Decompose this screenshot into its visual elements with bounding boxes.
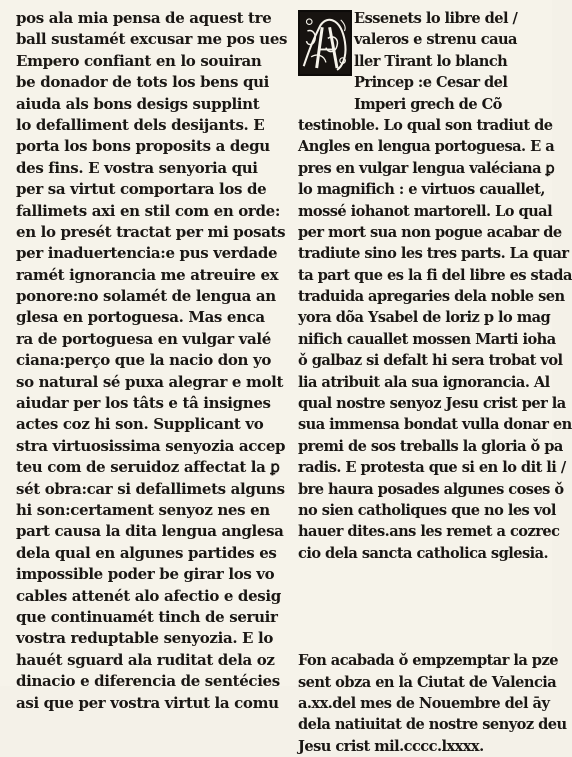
text-line: glesa en portoguesa. Mas enca xyxy=(16,308,265,327)
text-line: pos ala mia pensa de aquest tre xyxy=(16,9,272,27)
text-line: per inaduertencia:e pus verdade xyxy=(16,244,278,263)
text-line: traduida apregaries dela noble sen xyxy=(298,288,565,306)
text-line: be donador de tots los bens qui xyxy=(16,73,269,92)
decorated-initial-icon xyxy=(300,12,350,74)
text-line: aiuda als bons desigs supplint xyxy=(16,94,260,113)
text-line: ciana:perço que la nacio don yo xyxy=(16,351,271,370)
text-line: per mort sua non pogue acabar de xyxy=(298,223,562,241)
text-line: cio dela sancta catholica sglesia. xyxy=(298,544,549,562)
text-line: que continuamét tinch de seruir xyxy=(16,607,278,626)
explicit-block xyxy=(298,8,572,564)
text-line: cables attenét alo afectio e desig xyxy=(16,586,281,605)
text-line: sét obra:car si defallimets alguns xyxy=(16,479,285,498)
text-line: Fon acabada ǒ empzemptar la pze xyxy=(298,652,558,670)
text-line: en lo presét tractat per mi posats xyxy=(16,222,286,241)
text-line: dela natiuitat de nostre senyoz deu xyxy=(298,716,567,734)
text-line: impossible poder be girar los vo xyxy=(16,565,275,584)
text-line: per sa virtut comportara los de xyxy=(16,180,267,199)
text-line: so natural sé puxa alegrar e molt xyxy=(16,372,284,391)
text-line: ramét ignorancia me atreuire ex xyxy=(16,265,279,284)
text-line: ta part que es la fi del libre es stada xyxy=(298,266,572,284)
text-line: actes coz hi son. Supplicant vo xyxy=(16,415,264,434)
text-line: hauer dites.ans les remet a cozrec xyxy=(298,523,560,541)
text-line: qual nostre senyoz Jesu crist per la xyxy=(298,395,566,413)
text-line: radis. E protesta que si en lo dit li / xyxy=(298,459,566,477)
text-line: lo defalliment dels desijants. E xyxy=(16,115,265,134)
text-line: asi que per vostra virtut la comu xyxy=(16,693,279,712)
text-line: yora dõa Ysabel de loriz p lo mag xyxy=(298,309,551,327)
text-line: des fins. E vostra senyoria qui xyxy=(16,158,258,177)
text-line: a.xx.del mes de Nouembre del āy xyxy=(298,694,550,712)
text-line: nifich cauallet mossen Marti ioha xyxy=(298,330,556,348)
text-line: teu com de seruidoz affectat la ꝑ xyxy=(16,458,280,477)
text-line: Angles en lengua portoguesa. E a xyxy=(298,138,555,156)
text-line: sua immensa bondat vulla donar en xyxy=(298,416,572,434)
text-line: dela qual en algunes partides es xyxy=(16,543,277,562)
text-line: lia atribuit ala sua ignorancia. Al xyxy=(298,373,550,391)
text-line: stra virtuosissima senyozia accep xyxy=(16,436,286,455)
text-line: dinacio e diferencia de sentécies xyxy=(16,672,280,691)
text-line: ponore:no solamét de lengua an xyxy=(16,287,276,306)
text-line: hauét sguard ala ruditat dela oz xyxy=(16,650,275,669)
column-spacer xyxy=(298,564,543,650)
text-line: bre haura posades algunes coses ǒ xyxy=(298,480,564,498)
text-line: vostra reduptable senyozia. E lo xyxy=(16,629,274,648)
text-line: ball sustamét excusar me pos ues xyxy=(16,30,288,49)
text-line: fallimets axi en stil com en orde: xyxy=(16,201,281,220)
text-line: part causa la dita lengua anglesa xyxy=(16,522,284,541)
right-text-column xyxy=(298,8,572,757)
text-line: Jesu crist mil.cccc.lxxxx. xyxy=(298,737,484,755)
text-line: Imperi grech de Cõ xyxy=(354,95,502,113)
decorated-initial-a xyxy=(298,10,352,76)
text-line: sent obza en la Ciutat de Valencia xyxy=(298,673,557,691)
text-line: ra de portoguesa en vulgar valé xyxy=(16,329,271,348)
text-line: mossé iohanot martorell. Lo qual xyxy=(298,202,553,220)
text-line: valeros e strenu caua xyxy=(354,31,517,49)
text-line: porta los bons proposits a degu xyxy=(16,137,270,156)
text-line: pres en vulgar lengua valéciana ꝑ xyxy=(298,159,555,177)
text-line: Princep :e Cesar del xyxy=(354,74,508,92)
text-line: ller Tirant lo blanch xyxy=(354,52,508,70)
text-line: Empero confiant en lo souiran xyxy=(16,51,262,70)
left-text-column xyxy=(16,8,288,714)
text-line: tradiute sino les tres parts. La quar xyxy=(298,245,569,263)
text-line: premi de sos treballs la gloria ǒ pa xyxy=(298,437,563,455)
text-line: hi son:certament senyoz nes en xyxy=(16,500,270,519)
text-line: no sien catholiques que no les vol xyxy=(298,501,556,519)
text-line: ǒ galbaz si defalt hi sera trobat vol xyxy=(298,352,563,370)
text-line: testinoble. Lo qual son tradiut de xyxy=(298,116,553,134)
colophon-block xyxy=(298,650,567,757)
text-line: Essenets lo libre del / xyxy=(354,10,518,27)
text-line: aiudar per los tâts e tâ insignes xyxy=(16,394,271,413)
text-line: lo magnifich : e virtuos cauallet, xyxy=(298,181,545,199)
